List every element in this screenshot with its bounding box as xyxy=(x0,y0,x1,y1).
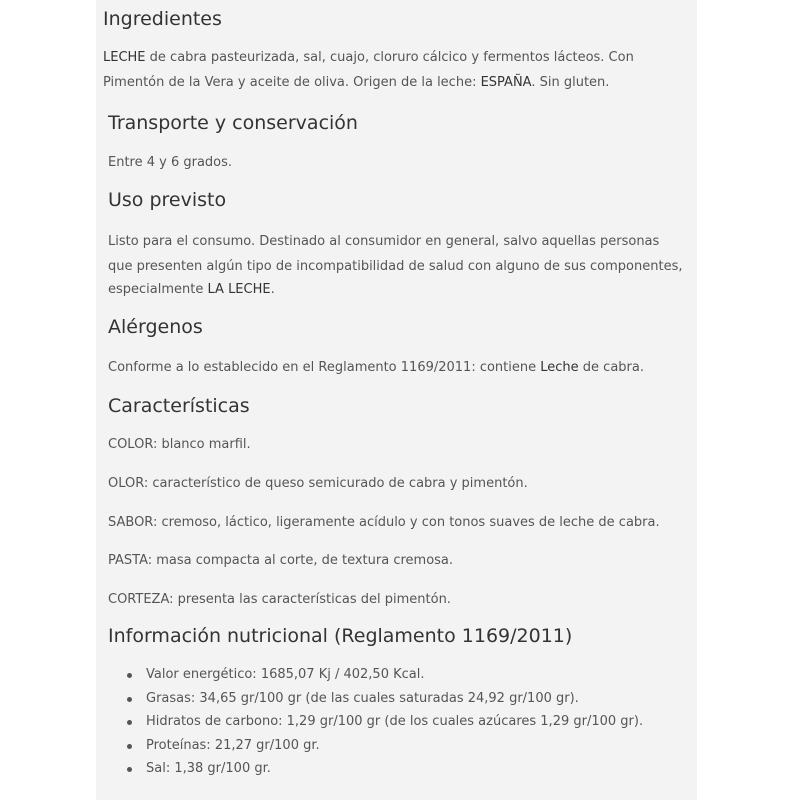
leche-allergen-highlight: Leche xyxy=(540,360,579,375)
alergenos-heading: Alérgenos xyxy=(108,316,203,338)
bullet-icon xyxy=(127,697,132,702)
caracteristicas-heading: Características xyxy=(108,395,250,417)
ingredient-leche-highlight: LECHE xyxy=(103,50,146,65)
bullet-icon xyxy=(127,744,132,749)
bullet-icon xyxy=(127,720,132,725)
uso-line-1: Listo para el consumo. Destinado al consumidor en general, salvo aquellas personas xyxy=(108,234,660,249)
caracteristica-pasta: PASTA: masa compacta al corte, de textura cremosa. xyxy=(108,553,454,568)
caracteristica-corteza: CORTEZA: presenta las características del pimentón. xyxy=(108,592,451,607)
nutrition-list xyxy=(127,666,643,784)
ingredientes-line-2: Pimentón de la Vera y aceite de oliva. Origen de la leche: ESPAÑA. Sin gluten. xyxy=(103,75,610,90)
nutricion-heading: Información nutricional (Reglamento 1169/2011) xyxy=(108,625,573,647)
caracteristica-color: COLOR: blanco marfil. xyxy=(108,437,251,452)
ingredientes-heading: Ingredientes xyxy=(103,8,222,30)
transporte-text: Entre 4 y 6 grados. xyxy=(108,155,233,170)
uso-line-2: que presenten algún tipo de incompatibilidad de salud con alguno de sus componentes, xyxy=(108,259,683,274)
list-item: Proteínas: 21,27 gr/100 gr. xyxy=(127,737,643,761)
transporte-heading: Transporte y conservación xyxy=(108,112,358,134)
origin-espana-highlight: ESPAÑA xyxy=(480,75,532,90)
uso-line-3: especialmente LA LECHE. xyxy=(108,282,275,297)
alergenos-text: Conforme a lo establecido en el Reglamento 1169/2011: contiene Leche de cabra. xyxy=(108,360,644,375)
caracteristica-sabor: SABOR: cremoso, láctico, ligeramente acídulo y con tonos suaves de leche de cabra. xyxy=(108,515,660,530)
list-item: Valor energético: 1685,07 Kj / 402,50 Kcal. xyxy=(127,666,643,690)
list-item: Hidratos de carbono: 1,29 gr/100 gr (de los cuales azúcares 1,29 gr/100 gr). xyxy=(127,713,643,737)
ingredientes-line-1: LECHE de cabra pasteurizada, sal, cuajo, cloruro cálcico y fermentos lácteos. Con xyxy=(103,50,634,65)
bullet-icon xyxy=(127,673,132,678)
bullet-icon xyxy=(127,767,132,772)
la-leche-highlight: LA LECHE xyxy=(207,282,271,297)
list-item: Grasas: 34,65 gr/100 gr (de las cuales saturadas 24,92 gr/100 gr). xyxy=(127,690,643,714)
caracteristica-olor: OLOR: característico de queso semicurado de cabra y pimentón. xyxy=(108,476,528,491)
uso-heading: Uso previsto xyxy=(108,189,227,211)
list-item: Sal: 1,38 gr/100 gr. xyxy=(127,760,643,784)
